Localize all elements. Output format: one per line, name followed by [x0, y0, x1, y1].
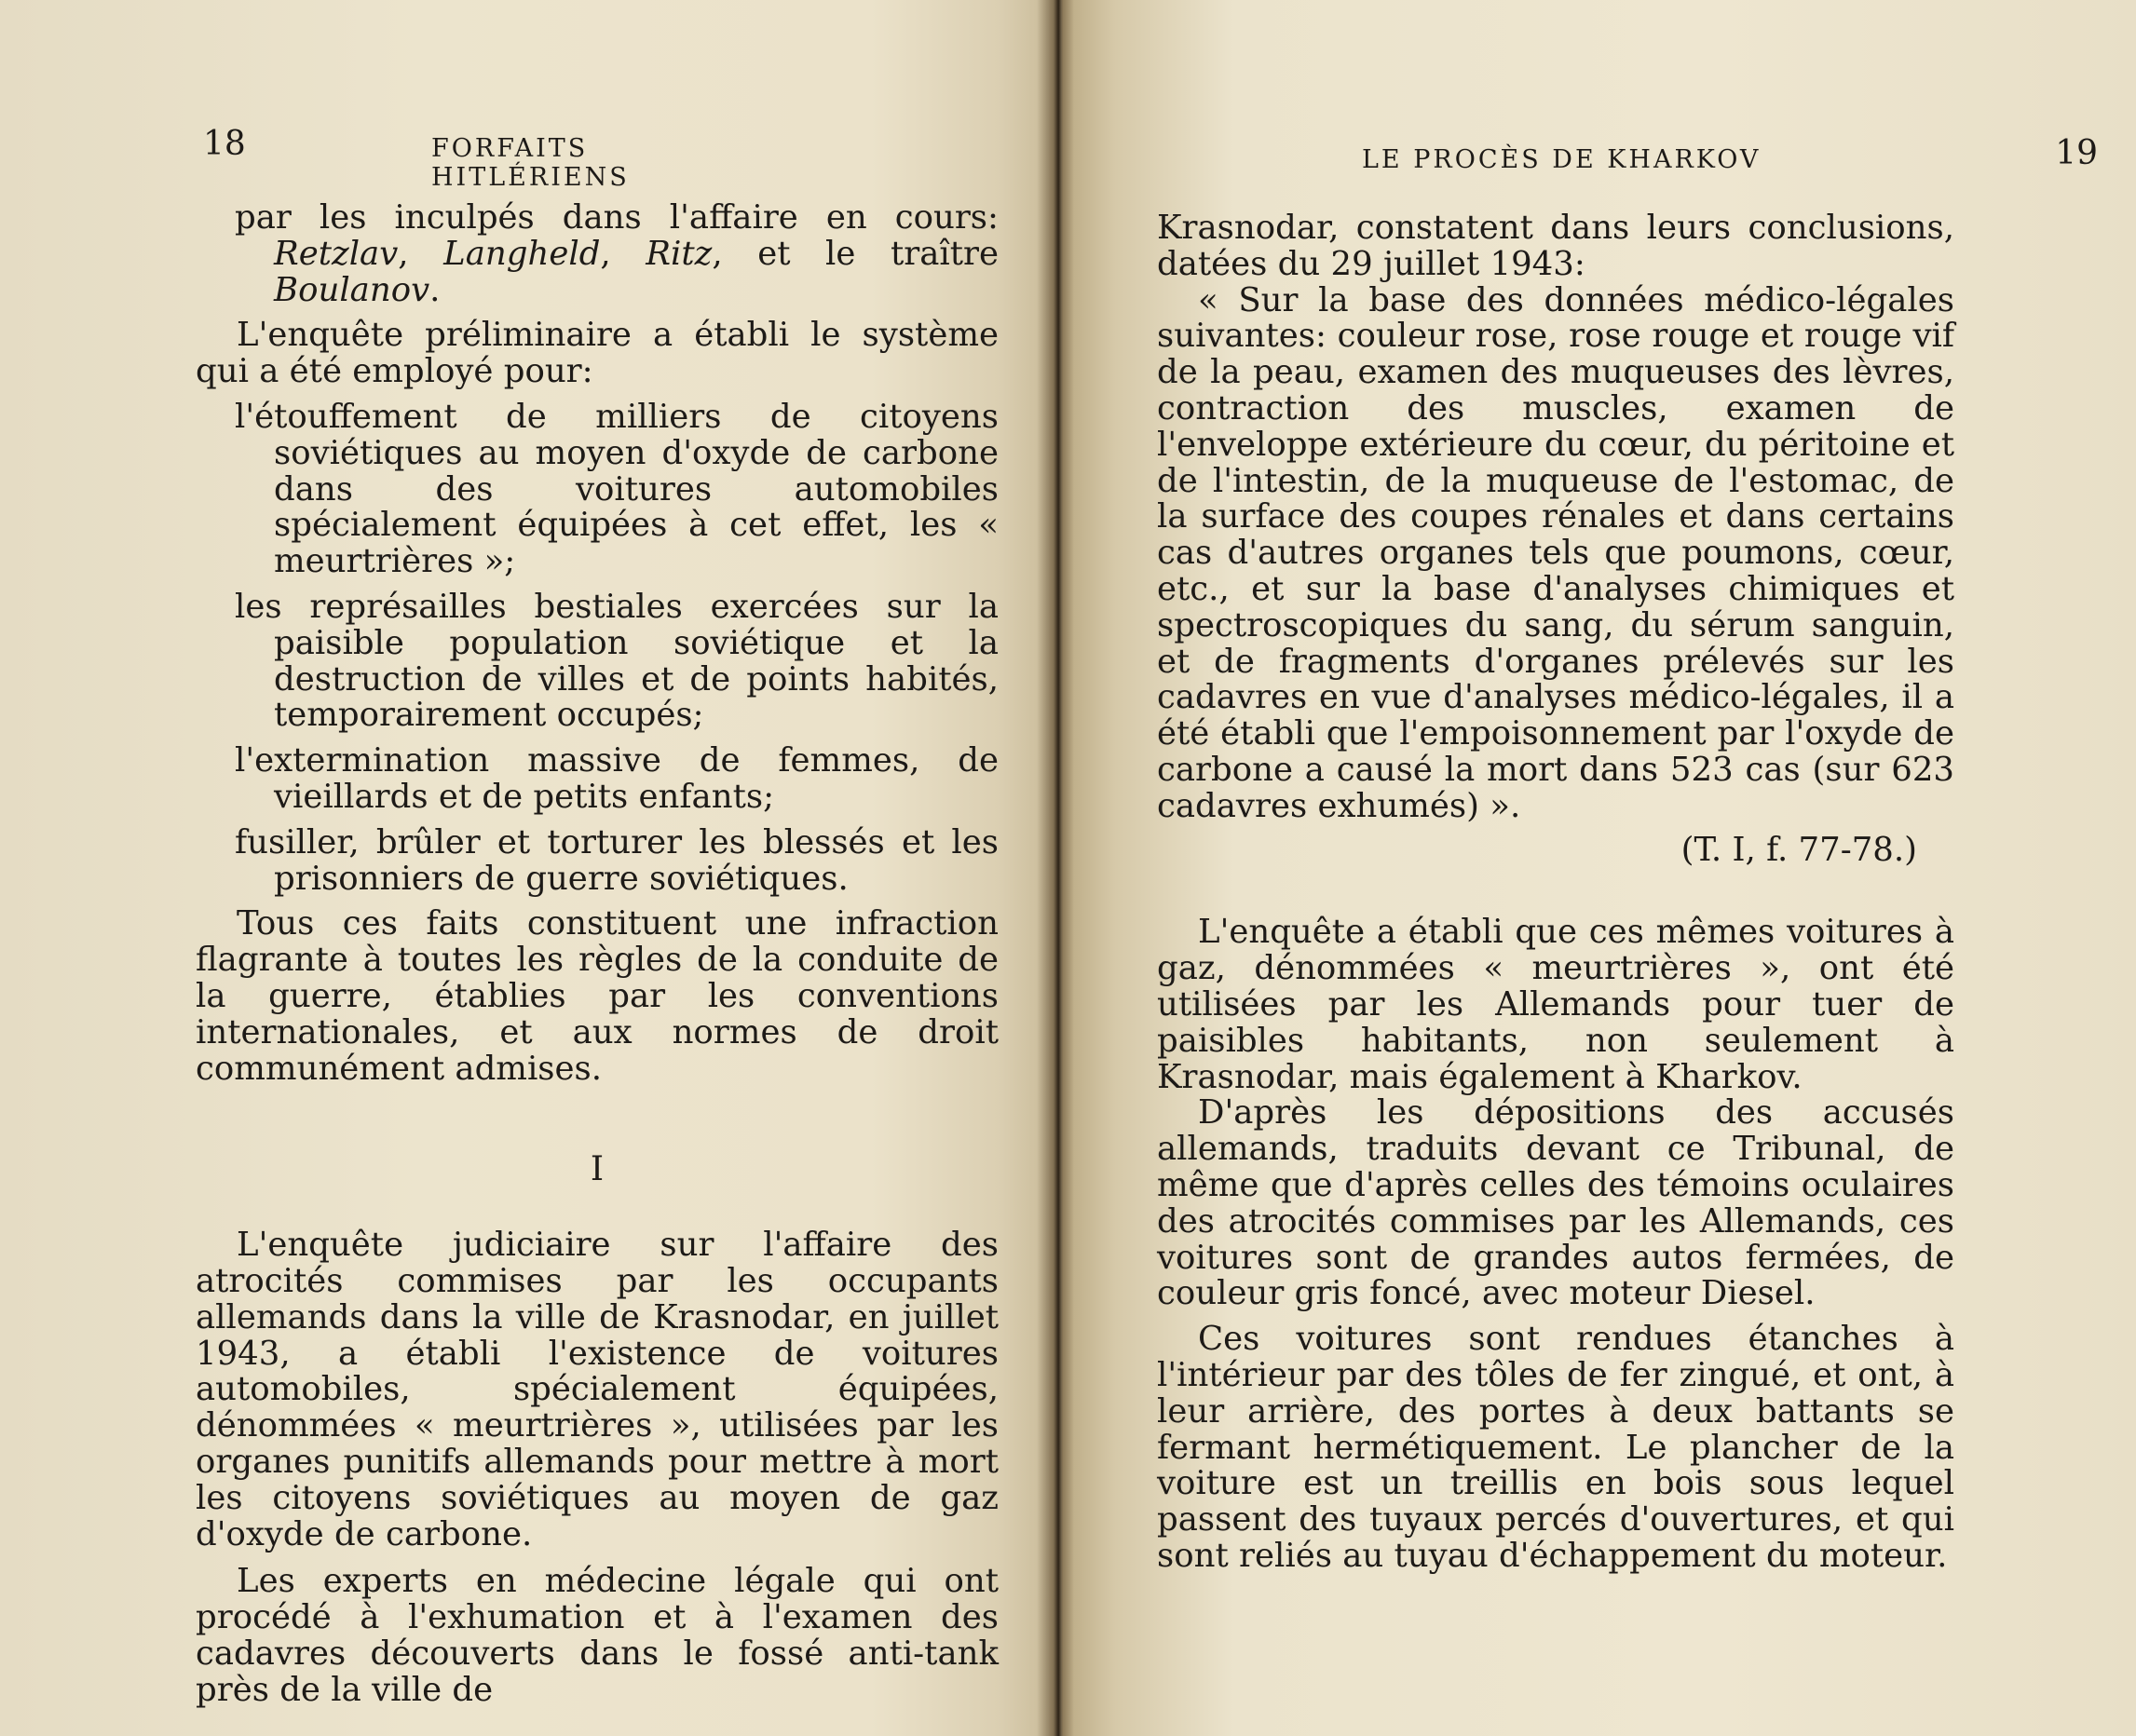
paragraph: Les experts en médecine légale qui ont procédé à l'exhumation et à l'examen des cadavres découverts dans le fossé anti-tank près de la ville de: [196, 1562, 999, 1709]
accused-name: Boulanov: [274, 270, 430, 309]
continuation-text: .: [429, 270, 441, 309]
accused-name: Langheld: [443, 234, 601, 273]
continuation-paragraph: Krasnodar, constatent dans leurs conclusions, datées du 29 juillet 1943:: [1157, 209, 1954, 283]
right-running-head: LE PROCÈS DE KHARKOV: [1362, 145, 1762, 174]
paragraph: D'après les dépositions des accusés allemands, traduits devant ce Tribunal, de même que d'après celles des témoins oculaires des atrocités commises par les Allemands, ces voitures sont de grandes autos fermées, de couleur gris foncé, avec moteur Diesel.: [1157, 1093, 1954, 1313]
right-page-number: 19: [2055, 134, 2098, 172]
right-page-header: [1362, 134, 2098, 177]
right-page-body: [1157, 210, 1954, 1575]
right-page: [1062, 0, 2136, 1736]
left-page-body: [196, 200, 999, 1708]
continuation-paragraph: [196, 200, 999, 308]
separator: ,: [600, 234, 646, 273]
continuation-text: , et le traître: [712, 234, 999, 273]
book-gutter: [1037, 0, 1074, 1736]
paragraph: L'enquête judiciaire sur l'affaire des atrocités commises par les occupants allemands dans la ville de Krasnodar, en juillet 1943, a établi l'existence de voitures automobiles, spécialement équipées, dénommées « meurtrières », utilisées par les organes punitifs allemands pour mettre à mort les citoyens soviétiques au moyen de gaz d'oxyde de carbone.: [196, 1226, 999, 1553]
list-item: fusiller, brûler et torturer les blessés et les prisonniers de guerre soviétiques.: [235, 822, 999, 898]
quotation: « Sur la base des données médico-légales suivantes: couleur rose, rose rouge et rouge vif de la peau, examen des muqueuses des lèvres, contraction des muscles, examen de l'enveloppe extérieure du cœur, du péritoine et de l'intestin, de la muqueuse de l'estomac, de la surface des coupes rénales et dans certains cas d'autres organes tels que poumons, cœur, etc., et sur la base d'analyses chimiques et spectroscopiques du sang, du sérum sanguin, et de fragments d'organes prélevés sur les cadavres en vue d'analyses médico-légales, il a été établi que l'empoisonnement par l'oxyde de carbone a causé la mort dans 523 cas (sur 623 cadavres exhumés) ».: [1157, 280, 1954, 825]
continuation-text: par les inculpés dans l'affaire en cours:: [235, 198, 999, 237]
paragraph: L'enquête a établi que ces mêmes voitures à gaz, dénommées « meurtrières », ont été utilisées par les Allemands pour tuer de paisibles habitants, non seulement à Krasnodar, mais également à Kharkov.: [1157, 913, 1954, 1096]
section-numeral: I: [590, 1150, 605, 1189]
list-item: l'étouffement de milliers de citoyens soviétiques au moyen d'oxyde de carbone dans des voitures automobiles spécialement équipées à cet effet, les « meurtrières »;: [235, 397, 999, 581]
list-item: l'extermination massive de femmes, de vieillards et de petits enfants;: [235, 741, 999, 816]
left-page-number: 18: [203, 125, 246, 163]
reference-citation: (T. I, f. 77-78.): [1680, 830, 1917, 869]
left-page: [0, 0, 1062, 1736]
left-page-header: [203, 125, 781, 192]
paragraph: L'enquête préliminaire a établi le système qui a été employé pour:: [196, 316, 999, 391]
paragraph: Tous ces faits constituent une infraction flagrante à toutes les règles de la conduite de la guerre, établies par les conventions internationales, et aux normes de droit communément admises.: [196, 904, 999, 1088]
accused-name: Retzlav: [274, 234, 399, 273]
separator: ,: [398, 234, 444, 273]
accused-name: Ritz: [646, 234, 713, 273]
list-item: les représailles bestiales exercées sur la paisible population soviétique et la destruction de villes et de points habités, temporairement occupés;: [235, 587, 999, 735]
paragraph: Ces voitures sont rendues étanches à l'intérieur par des tôles de fer zingué, et ont, à leur arrière, des portes à deux battants se fermant hermétiquement. Le plancher de la voiture est un treillis en bois sous lequel passent des tuyaux percés d'ouvertures, et qui sont reliés au tuyau d'échappement du moteur.: [1157, 1320, 1954, 1575]
left-running-head: FORFAITS HITLÉRIENS: [431, 134, 630, 192]
